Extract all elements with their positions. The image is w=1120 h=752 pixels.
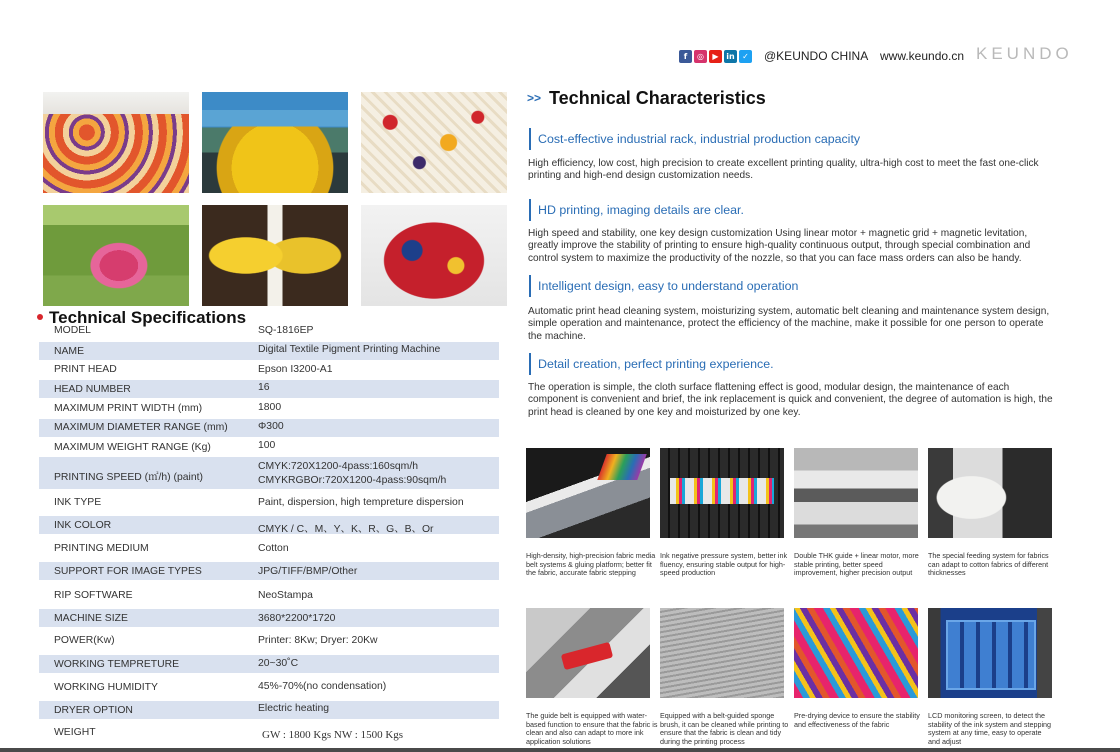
spec-value: Electric heating [258,703,330,714]
spec-value: Cotton [258,543,289,554]
spec-value: SQ-1816EP [258,325,314,336]
spec-value: GW : 1800 Kgs NW : 1500 Kgs [262,729,404,741]
product-photo-curtains [202,205,348,306]
spec-value: Printer: 8Kw; Dryer: 20Kw [258,635,378,646]
spec-key: HEAD NUMBER [54,384,131,395]
instagram-icon[interactable]: ◎ [694,50,707,63]
spec-key: PRINTING SPEED (㎡/h) (paint) [54,472,203,483]
section-heading: Cost-effective industrial rack, industrial production capacity [529,128,1049,150]
section-body: Automatic print head cleaning system, moisturizing system, automatic belt cleaning and maintenance system design, simple operation and maintenance, protect the efficiency of the machine, make it possible for one person to operate the machine. [528,306,1050,342]
spec-value: 1800 [258,402,282,413]
spec-key: WORKING TEMPRETURE [54,659,180,670]
spec-value: CMYK / C、M、Y、K、R、G、B、Or [258,524,434,535]
spec-key: INK COLOR [54,520,112,531]
bottom-divider [0,748,1120,752]
spec-key: POWER(Kw) [54,635,115,646]
table-row [39,539,499,559]
specifications-title-text: Technical Specifications [49,308,247,327]
table-row [39,562,499,580]
spec-key: PRINT HEAD [54,364,117,375]
spec-value: Φ300 [258,421,284,432]
photo-caption: Equipped with a belt-guided sponge brush, it can be cleaned while printing to ensure that the fabric is clean and tidy during the printing process [660,711,789,746]
section-body: High speed and stability, one key design customization Using linear motor + magnetic grid + magnetic levitation, greatly improve the stability of printing to ensure high-quality continuous output, through special combination and control system to maximize the productivity of the nozzle, so that you can face mass orders can also be handy. [528,228,1031,264]
section-heading: Intelligent design, easy to understand operation [529,275,1049,297]
spec-value: 20~30˚C [258,658,299,669]
table-row [39,701,499,719]
machine-photo-belt-system [526,448,650,538]
youtube-icon[interactable]: ▶ [709,50,722,63]
spec-value-line-2: CMYKRGBOr:720X1200-4pass:90sqm/h [258,475,447,486]
spec-key: WORKING HUMIDITY [54,682,158,693]
table-row [39,361,499,379]
characteristics-title-text: Technical Characteristics [549,88,766,108]
spec-value: NeoStampa [258,590,313,601]
product-photo-bedspread [43,92,189,193]
product-photo-yellow-dress [202,92,348,193]
spec-key: MAXIMUM WEIGHT RANGE (Kg) [54,442,211,453]
spec-key: INK TYPE [54,497,102,508]
table-row [39,400,499,418]
spec-key: MAXIMUM DIAMETER RANGE (mm) [54,422,228,433]
spec-key: MACHINE SIZE [54,613,128,624]
spec-value: 45%-70%(no condensation) [258,681,387,692]
machine-photo-guide-belt [526,608,650,698]
social-handle: @KEUNDO CHINA [764,49,869,63]
facebook-icon[interactable]: f [679,50,692,63]
page-header [0,46,1120,68]
table-row [39,609,499,627]
machine-photo-ink-system [660,448,784,538]
brand-logo: KEUNDO [976,44,1073,63]
section-body: The operation is simple, the cloth surface flattening effect is good, modular design, the maintenance of each component is convenient and brief, the ink replacement is quick and convenient, the degree of automation is high, the print head is cleaned by one key and moisturized by one key. [528,382,1053,418]
characteristics-title [527,88,766,109]
photo-caption: Double THK guide + linear motor, more stable printing, better speed improvement, higher precision output [794,551,919,578]
table-row [39,419,499,437]
product-photo-tablecloth [361,92,507,193]
machine-photo-sponge-brush [660,608,784,698]
twitter-icon[interactable]: ✓ [739,50,752,63]
spec-value: Epson I3200-A1 [258,364,333,375]
social-icons [679,50,752,63]
spec-value: 16 [258,382,270,393]
table-row [39,678,499,696]
spec-key: NAME [54,346,85,357]
photo-caption: The special feeding system for fabrics can adapt to cotton fabrics of different thicknesses [928,551,1049,578]
table-row [39,655,499,673]
double-chevron-icon: >> [527,91,542,105]
table-row [39,631,499,651]
spec-value: 100 [258,440,276,451]
section-body: High efficiency, low cost, high precision to create excellent printing quality, ultra-high cost to meet the fast one-click printing and high-end design customization needs. [528,158,1039,182]
table-row [39,586,499,604]
section-heading: HD printing, imaging details are clear. [529,199,1049,221]
spec-key: MODEL [54,325,91,336]
photo-caption: High-density, high-precision fabric media belt systems & gluing platform; better fit the fabric, accurate fabric stepping [526,551,656,578]
photo-caption: LCD monitoring screen, to detect the stability of the ink system and stepping system at any time, easy to operate and adjust [928,711,1052,746]
table-row [39,438,499,456]
spec-value: Paint, dispersion, high tempreture dispersion [258,497,464,508]
section-heading: Detail creation, perfect printing experience. [529,353,1049,375]
machine-photo-pre-drying [794,608,918,698]
product-photo-scarf [361,205,507,306]
spec-value: Digital Textile Pigment Printing Machine [258,344,441,355]
spec-value: 3680*2200*1720 [258,613,336,624]
website-link[interactable]: www.keundo.cn [880,49,965,63]
table-row [39,342,499,360]
photo-caption: Ink negative pressure system, better ink fluency, ensuring stable output for high-speed production [660,551,788,578]
spec-key: PRINTING MEDIUM [54,543,149,554]
spec-key: SUPPORT FOR IMAGE TYPES [54,566,202,577]
photo-caption: Pre-drying device to ensure the stability and effectiveness of the fabric [794,711,920,729]
product-photo-floral-dress [43,205,189,306]
table-row [39,323,499,339]
spec-key: WEIGHT [54,727,96,738]
linkedin-icon[interactable]: in [724,50,737,63]
table-row [39,380,499,398]
machine-photo-feeding-system [928,448,1052,538]
spec-key: RIP SOFTWARE [54,590,133,601]
table-row [39,516,499,534]
spec-key: MAXIMUM PRINT WIDTH (mm) [54,403,203,414]
table-row [39,457,499,489]
bullet-dot-icon [37,314,43,320]
table-row [39,491,499,513]
photo-caption: The guide belt is equipped with water-based function to ensure that the fabric is clean and also can adapt to more ink application solutions [526,711,658,746]
machine-photo-linear-motor [794,448,918,538]
spec-value: CMYK:720X1200-4pass:160sqm/h [258,461,418,472]
spec-key: DRYER OPTION [54,705,133,716]
machine-photo-lcd-screen [928,608,1052,698]
spec-value: JPG/TIFF/BMP/Other [258,566,358,577]
table-row [39,724,499,744]
